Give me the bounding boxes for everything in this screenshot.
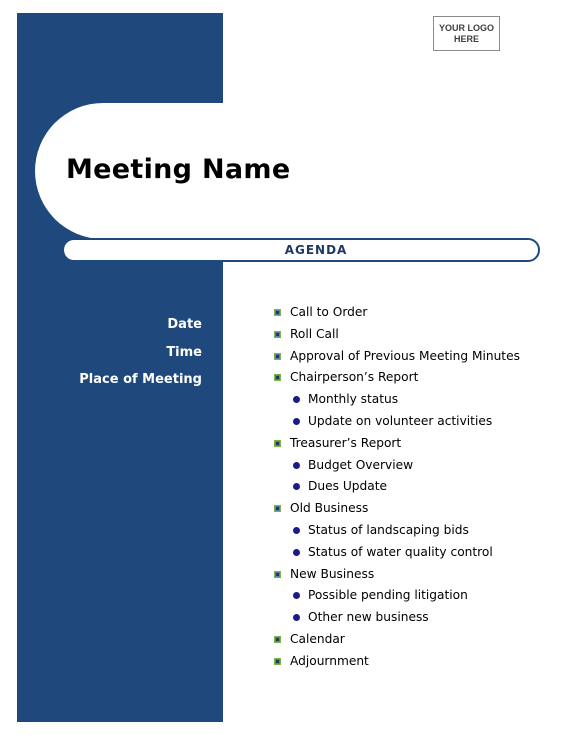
square-bullet-icon bbox=[274, 353, 281, 360]
agenda-item-text: Status of landscaping bids bbox=[308, 522, 469, 537]
agenda-subitem bbox=[272, 542, 562, 564]
time-label: Time bbox=[166, 345, 202, 360]
agenda-item bbox=[272, 498, 562, 520]
round-bullet-icon bbox=[293, 592, 300, 599]
square-bullet-icon bbox=[274, 571, 281, 578]
agenda-item-text: Chairperson’s Report bbox=[290, 370, 419, 385]
agenda-item-text: Possible pending litigation bbox=[308, 588, 468, 603]
square-bullet-icon bbox=[274, 505, 281, 512]
round-bullet-icon bbox=[293, 418, 300, 425]
round-bullet-icon bbox=[293, 483, 300, 490]
agenda-item-text: Calendar bbox=[290, 631, 345, 646]
square-bullet-icon bbox=[274, 658, 281, 665]
round-bullet-icon bbox=[293, 549, 300, 556]
agenda-item-text: Dues Update bbox=[308, 479, 387, 494]
round-bullet-icon bbox=[293, 614, 300, 621]
square-bullet-icon bbox=[274, 309, 281, 316]
agenda-item-text: Treasurer’s Report bbox=[290, 435, 402, 450]
date-label: Date bbox=[167, 317, 202, 332]
agenda-subitem bbox=[272, 455, 562, 477]
agenda-subitem bbox=[272, 389, 562, 411]
agenda-item bbox=[272, 367, 562, 389]
square-bullet-icon bbox=[274, 374, 281, 381]
agenda-item-text: Update on volunteer activities bbox=[308, 413, 493, 428]
agenda-subitem bbox=[272, 520, 562, 542]
agenda-item bbox=[272, 651, 562, 673]
square-bullet-icon bbox=[274, 440, 281, 447]
agenda-heading-bar bbox=[62, 238, 540, 262]
agenda-item bbox=[272, 629, 562, 651]
square-bullet-icon bbox=[274, 636, 281, 643]
agenda-subitem bbox=[272, 476, 562, 498]
square-bullet-icon bbox=[274, 331, 281, 338]
agenda-heading: AGENDA bbox=[284, 243, 348, 257]
agenda-subitem bbox=[272, 607, 562, 629]
agenda-item-text: Roll Call bbox=[290, 326, 339, 341]
agenda-item-text: New Business bbox=[290, 566, 375, 581]
agenda-item-text: Budget Overview bbox=[308, 457, 414, 472]
round-bullet-icon bbox=[293, 462, 300, 469]
agenda-item-text: Adjournment bbox=[290, 653, 369, 668]
agenda-subitem bbox=[272, 585, 562, 607]
agenda-item-text: Other new business bbox=[308, 610, 429, 625]
agenda-item-text: Approval of Previous Meeting Minutes bbox=[290, 348, 520, 363]
round-bullet-icon bbox=[293, 396, 300, 403]
agenda-item-text: Status of water quality control bbox=[308, 544, 493, 559]
agenda-item-text: Monthly status bbox=[308, 392, 399, 407]
round-bullet-icon bbox=[293, 527, 300, 534]
agenda-item bbox=[272, 324, 562, 346]
agenda-list bbox=[272, 302, 562, 673]
agenda-item bbox=[272, 302, 562, 324]
agenda-subitem bbox=[272, 411, 562, 433]
agenda-item-text: Call to Order bbox=[290, 305, 368, 319]
logo-placeholder: YOUR LOGO HERE bbox=[433, 16, 500, 51]
agenda-item bbox=[272, 433, 562, 455]
agenda-item-text: Old Business bbox=[290, 501, 369, 516]
agenda-item bbox=[272, 346, 562, 368]
agenda-item bbox=[272, 564, 562, 586]
place-label: Place of Meeting bbox=[79, 372, 202, 387]
meeting-title: Meeting Name bbox=[66, 154, 291, 185]
